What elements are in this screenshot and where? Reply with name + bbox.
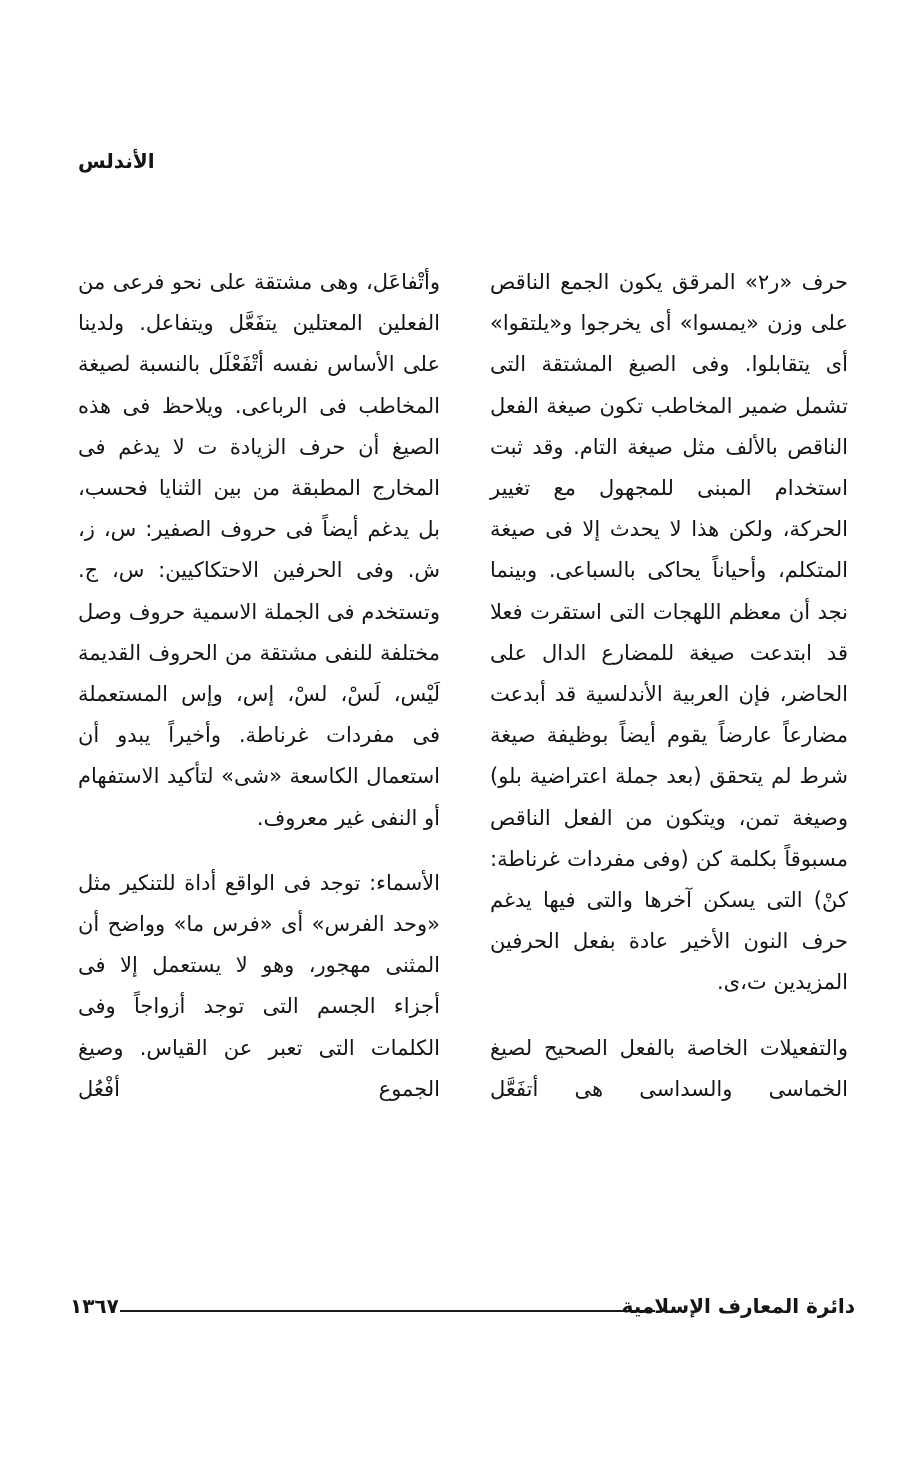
right-column-paragraph-2: والتفعيلات الخاصة بالفعل الصحيح لصيغ الخماسى والسداسى هى أتفَعَّل — [490, 1035, 848, 1101]
running-header-title: الأندلس — [78, 149, 155, 173]
left-column-paragraph-1: وأتْفاعَل، وهى مشتقة على نحو فرعى من الفعلين المعتلين يتفَعَّل ويتفاعل. ولدينا على الأساس نفسه أتْفَعْلَل بالنسبة لصيغة المخاطب فى الرباعى. ويلاحظ فى هذه الصيغ أن حرف الزيادة ت لا يدغم فى المخارج المطبقة من بين الثنايا فحسب، بل يدغم أيضاً فى حروف الصفير: س، ز، ش. وفى الحرفين الاحتكاكيين: س، ج. وتستخدم فى الجملة الاسمية حروف وصل مختلفة للنفى مشتقة من الحروف القديمة لَيْس، لَسْ، لسْ، إس، وإس المستعملة فى مفردات غرناطة. وأخيراً يبدو أن استعمال الكاسعة «شى» لتأكيد الاستفهام أو النفى غير معروف. — [78, 270, 440, 830]
left-column-paragraph-2: الأسماء: توجد فى الواقع أداة للتنكير مثل «وحد الفرس» أى «فرس ما» وواضح أن المثنى مهجور، وهو لا يستعمل إلا فى أجزاء الجسم التى توجد أزواجاً وفى الكلمات التى تعبر عن القياس. وصيغ الجموع أفْعُل — [78, 870, 440, 1101]
page-number: ١٣٦٧ — [70, 1294, 119, 1318]
right-column-paragraph-1: حرف «ر٢» المرقق يكون الجمع الناقص على وزن «يمسوا» أى يخرجوا و«يلتقوا» أى يتقابلوا. وفى الصيغ المشتقة التى تشمل ضمير المخاطب تكون صيغة الفعل الناقص بالألف مثل صيغة التام. وقد ثبت استخدام المبنى للمجهول مع تغيير الحركة، ولكن هذا لا يحدث إلا فى صيغة المتكلم، وأحياناً يحاكى بالسباعى. وبينما نجد أن معظم اللهجات التى استقرت فعلا قد ابتدعت صيغة للمضارع الدال على الحاضر، فإن العربية الأندلسية قد أبدعت مضارعاً عارضاً يقوم أيضاً بوظيفة صيغة شرط لم يتحقق (بعد جملة اعتراضية بلو) وصيغة تمن، ويتكون من الفعل الناقص مسبوقاً بكلمة كن (وفى مفردات غرناطة: كنْ) التى يسكن آخرها والتى فيها يدغم حرف النون الأخير عادة بفعل الحرفين المزيدين ت،ى. — [490, 270, 848, 995]
footer-source-title: دائرة المعارف الإسلامية — [621, 1294, 855, 1318]
left-text-column — [78, 262, 440, 1110]
footer-rule — [120, 1310, 655, 1312]
page-footer — [70, 1290, 855, 1322]
right-text-column — [490, 262, 848, 1110]
